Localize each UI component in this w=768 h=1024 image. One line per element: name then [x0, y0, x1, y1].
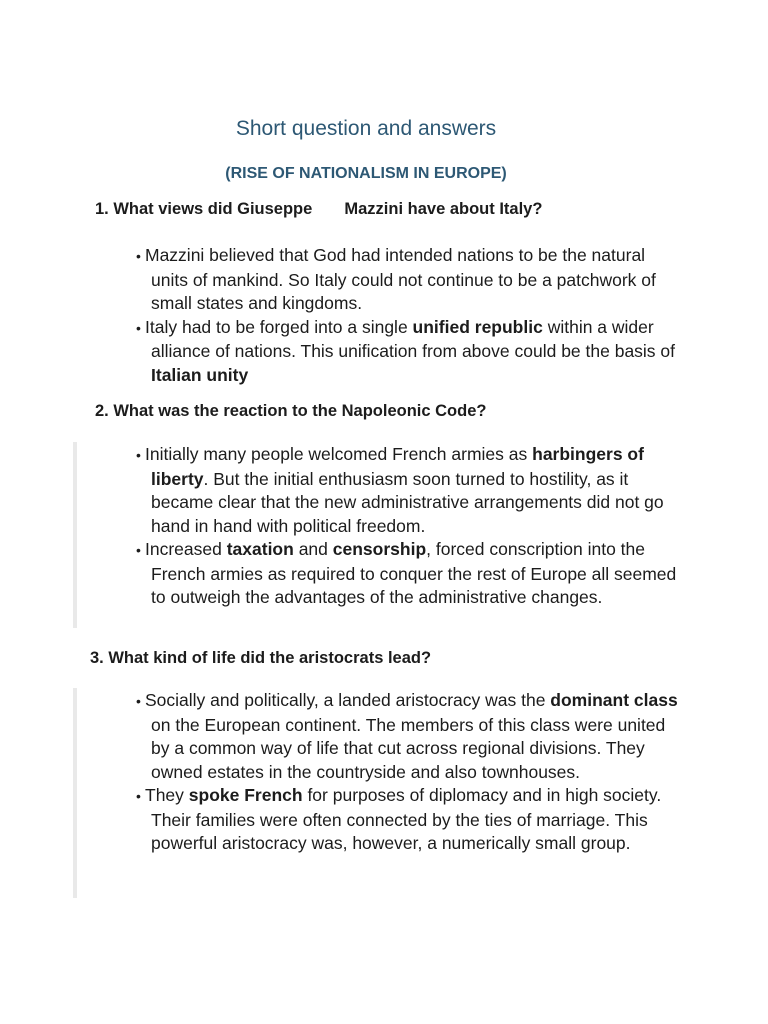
text-run: Mazzini believed that God had intended nations to be the natural units of mankind. So Italy could not continue to be a patchwork of small states and kingdoms. — [145, 245, 656, 313]
quote-bar-2 — [73, 442, 77, 628]
text-run: They — [145, 785, 189, 805]
text-run: within a wider alliance of nations. This unification from above could be the basis of — [151, 316, 676, 361]
bullet-dot-icon: • — [136, 447, 141, 463]
bullet-item — [127, 784, 682, 856]
bold-text: Italian unity — [151, 364, 249, 385]
answer-3 — [127, 689, 682, 856]
bullet-dot-icon: • — [136, 788, 141, 804]
question-2: 2. What was the reaction to the Napoleonic Code? — [95, 402, 487, 420]
quote-bar-3 — [73, 688, 77, 898]
answer-2 — [127, 443, 682, 610]
answer-2-list — [127, 443, 682, 610]
answer-3-list — [127, 689, 682, 856]
question-3: 3. What kind of life did the aristocrats lead? — [90, 649, 432, 667]
text-run: , forced conscription into the French armies as required to conquer the rest of Europe all seemed to outweigh the advantages of the administrative changes. — [151, 539, 677, 607]
text-run: for purposes of diplomacy and in high society. Their families were often connected by the ties of marriage. This powerful aristocracy was, however, a numerically small group. — [151, 785, 662, 853]
bold-text: unified republic — [412, 316, 543, 337]
question-1: 1. What views did Giuseppe Mazzini have about Italy? — [95, 200, 543, 218]
answer-1 — [127, 244, 682, 387]
text-run: Socially and politically, a landed aristocracy was the — [145, 690, 551, 710]
text-run: on the European continent. The members of this class were united by a common way of life that cut across regional divisions. They owned estates in the countryside and also townhouses. — [151, 714, 666, 782]
bullet-item — [127, 689, 682, 784]
bullet-dot-icon: • — [136, 693, 141, 709]
bullet-item — [127, 316, 682, 388]
bullet-item — [127, 244, 682, 316]
page-subtitle: (RISE OF NATIONALISM IN EUROPE) — [225, 165, 507, 182]
bullet-dot-icon: • — [136, 319, 141, 336]
text-run: and — [293, 539, 333, 559]
bold-text: censorship — [332, 539, 427, 559]
answer-1-list — [127, 244, 682, 387]
bullet-dot-icon: • — [136, 542, 141, 558]
bold-text: dominant class — [550, 690, 678, 710]
bold-text: taxation — [226, 539, 294, 559]
bullet-item — [127, 538, 682, 610]
text-run: Initially many people welcomed French armies as — [145, 444, 533, 464]
bold-text: harbingers of liberty — [151, 444, 644, 489]
page-title: Short question and answers — [235, 117, 497, 140]
text-run: . But the initial enthusiasm soon turned to hostility, as it became clear that the new administrative arrangements did not go hand in hand with political freedom. — [151, 468, 664, 536]
bold-text: spoke French — [188, 785, 303, 805]
bullet-dot-icon: • — [136, 248, 141, 264]
bullet-item — [127, 443, 682, 538]
text-run: Increased — [145, 539, 227, 559]
text-run: Italy had to be forged into a single — [145, 316, 413, 337]
